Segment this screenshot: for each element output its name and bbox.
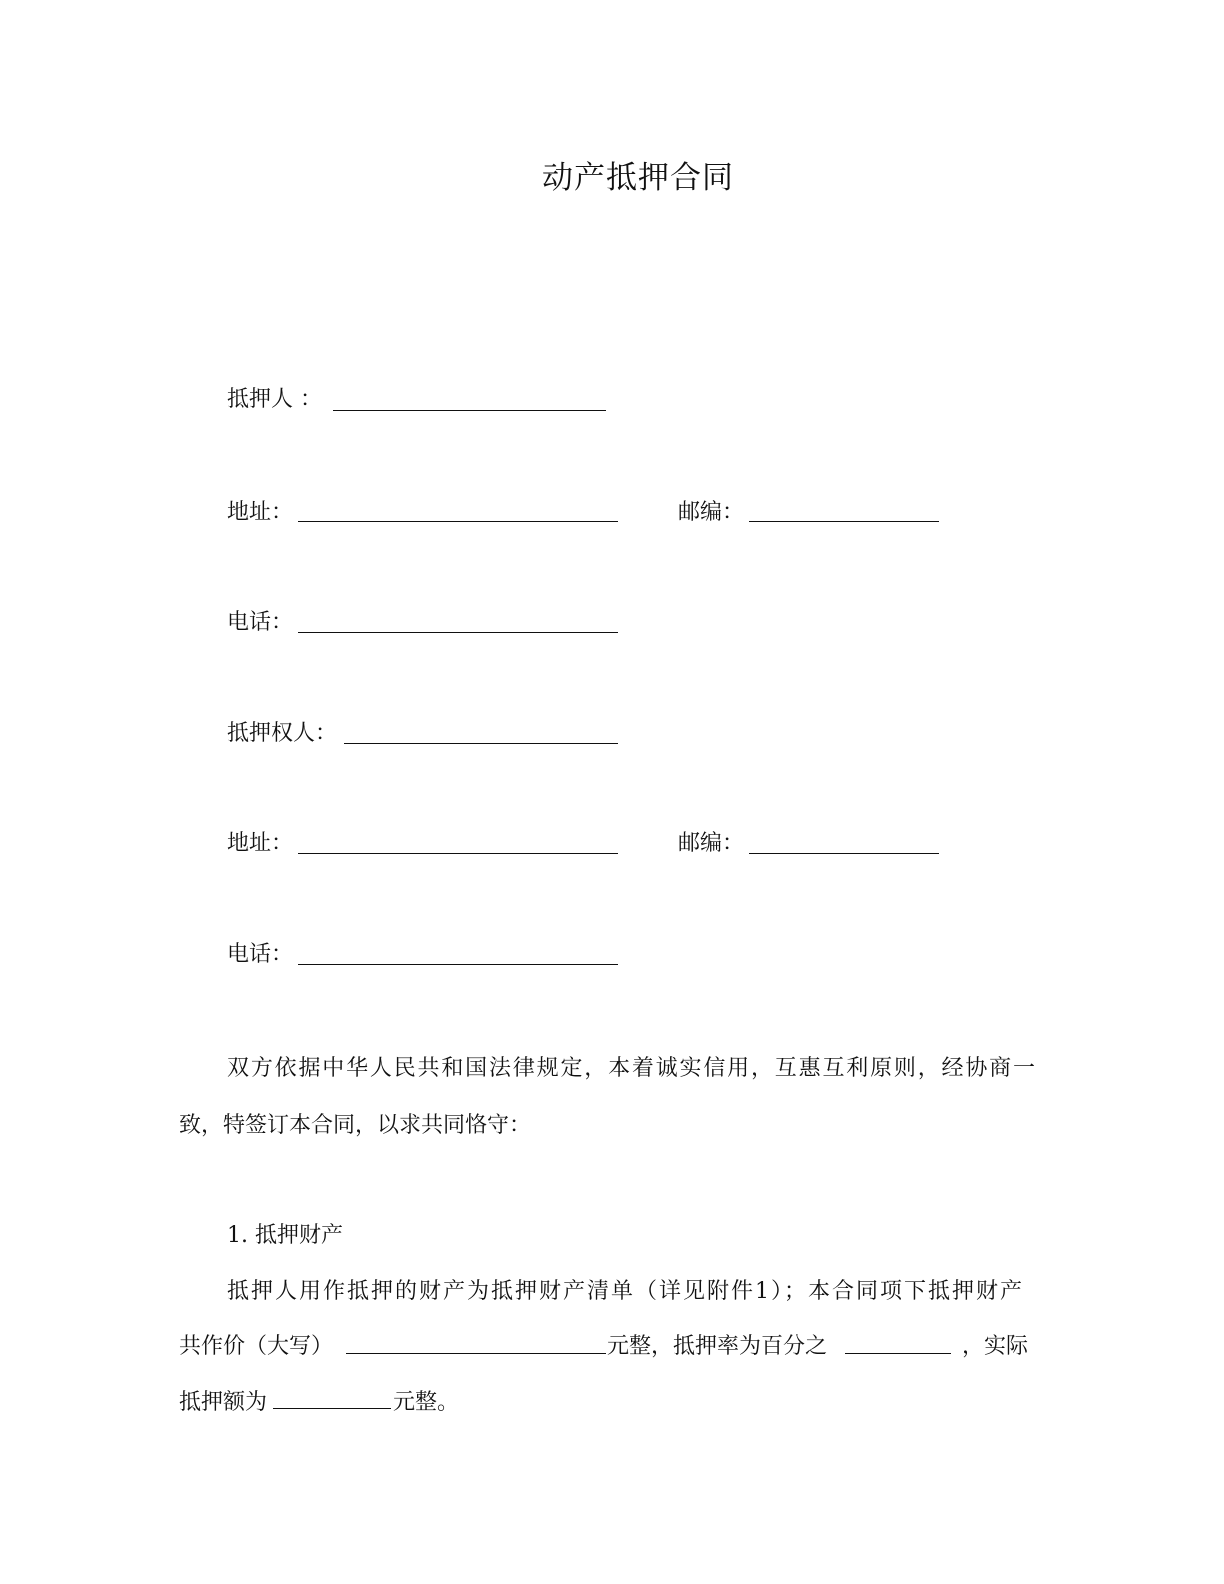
mortgagor-name-label: 抵押人 ：: [227, 387, 322, 412]
mortgagee-name-field[interactable]: [344, 743, 618, 744]
section-1-line-2-text-c: ，实际: [962, 1334, 1029, 1359]
document-title: 动产抵押合同: [542, 160, 734, 196]
mortgagor-postcode-label: 邮编：: [678, 500, 745, 525]
mortgagee-address-field[interactable]: [298, 853, 618, 854]
mortgagor-postcode-field[interactable]: [749, 521, 939, 522]
mortgagee-postcode-label: 邮编：: [678, 831, 745, 856]
section-1-heading: 1. 抵押财产: [227, 1223, 343, 1248]
preamble-line-2: 致，特签订本合同，以求共同恪守：: [179, 1113, 532, 1138]
mortgagee-phone-label: 电话：: [227, 942, 294, 967]
mortgage-rate-field[interactable]: [845, 1353, 951, 1354]
mortgagor-address-field[interactable]: [298, 521, 618, 522]
section-1-line-3-text-b: 元整。: [393, 1390, 460, 1415]
mortgagee-phone-field[interactable]: [298, 964, 618, 965]
mortgagor-phone-field[interactable]: [298, 632, 618, 633]
total-value-field[interactable]: [346, 1353, 606, 1354]
mortgagor-phone-label: 电话：: [227, 610, 294, 635]
section-1-line-1: 抵押人用作抵押的财产为抵押财产清单（详见附件1）；本合同项下抵押财产: [227, 1279, 1022, 1304]
mortgagor-address-label: 地址：: [227, 500, 294, 525]
section-1-line-2-text-a: 共作价（大写）: [179, 1334, 334, 1359]
section-1-line-2-text-b: 元整，抵押率为百分之: [607, 1334, 828, 1359]
mortgagee-address-label: 地址：: [227, 831, 294, 856]
mortgagee-postcode-field[interactable]: [749, 853, 939, 854]
preamble-line-1: 双方依据中华人民共和国法律规定，本着诚实信用，互惠互利原则，经协商一: [227, 1056, 1035, 1081]
section-1-line-3-text-a: 抵押额为: [179, 1390, 268, 1415]
mortgagor-name-field[interactable]: [333, 410, 606, 411]
actual-mortgage-amount-field[interactable]: [273, 1408, 391, 1409]
mortgagee-name-label: 抵押权人：: [227, 721, 338, 746]
